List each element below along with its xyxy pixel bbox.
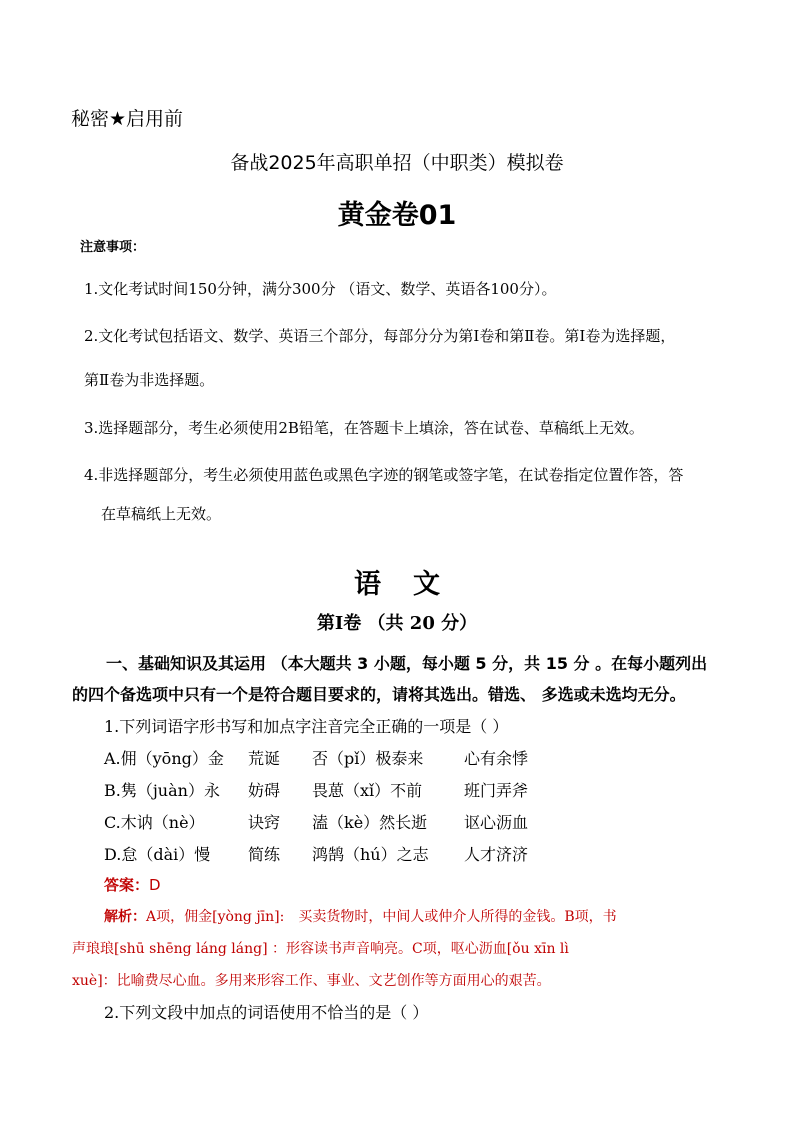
notice-item-4: 4.非选择题部分，考生必须使用蓝色或黑色字迹的钢笔或签字笔，在试卷指定位置作答，答 (84, 466, 684, 484)
option-a-1: A.佣（yōng）金 (104, 749, 224, 768)
option-b-2: 妨碍 (248, 781, 281, 800)
option-a-3: 否（pǐ）极泰来 (312, 749, 424, 768)
explanation-line-2: 声琅琅[shū shēng láng láng] ：形容读书声音响亮。C项，呕心沥血[ǒu xīn lì (72, 941, 569, 957)
option-b-4: 班门弄斧 (464, 781, 529, 800)
option-c-3: 溘（kè）然长逝 (312, 813, 428, 832)
option-d-3: 鸿鹄（hú）之志 (312, 845, 429, 864)
explanation-line-3: xuè]：比喻费尽心血。多用来形容工作、事业、文艺创作等方面用心的艰苦。 (72, 973, 551, 989)
notice-item-1: 1.文化考试时间150分钟，满分300分 （语文、数学、英语各100分）。 (84, 280, 557, 298)
notice-heading: 注意事项： (80, 240, 146, 255)
notice-item-3: 3.选择题部分，考生必须使用2B铅笔，在答题卡上填涂，答在试卷、草稿纸上无效。 (84, 419, 644, 437)
option-b-1: B.隽（juàn）永 (104, 781, 220, 800)
option-d-1: D.怠（dài）慢 (104, 845, 211, 864)
explanation-label: 解析： (104, 909, 146, 925)
volume-title: 第Ⅰ卷 （共 20 分） (316, 613, 478, 634)
option-a-2: 荒诞 (248, 749, 281, 768)
question-2-stem: 2.下列文段中加点的词语使用不恰当的是（ ） (104, 1003, 429, 1022)
series-title: 备战2025年高职单招（中职类）模拟卷 (230, 152, 564, 174)
answer-value: D (149, 876, 161, 894)
option-c-4: 讴心沥血 (464, 813, 529, 832)
answer-label: 答案： (104, 876, 150, 894)
option-a-4: 心有余悸 (464, 749, 529, 768)
option-d-2: 简练 (248, 845, 281, 864)
explanation-line-1 (104, 906, 617, 926)
option-c-1: C.木讷（nè） (104, 813, 205, 832)
notice-item-2-cont: 第Ⅱ卷为非选择题。 (84, 371, 215, 389)
paper-title: 黄金卷01 (337, 200, 457, 231)
option-b-3: 畏葸（xǐ）不前 (312, 781, 423, 800)
section-heading: 一、基础知识及其运用 （本大题共 3 小题，每小题 5 分，共 15 分 。在每小题列出 (106, 654, 708, 673)
explanation-text-1: A项，佣金[yòng jīn]: 买卖货物时，中间人或仲介人所得的金钱。B项，书 (146, 909, 617, 925)
notice-item-2: 2.文化考试包括语文、数学、英语三个部分，每部分分为第Ⅰ卷和第Ⅱ卷。第Ⅰ卷为选择题， (84, 327, 676, 345)
secret-label: 秘密★启用前 (71, 108, 184, 130)
question-1-stem: 1.下列词语字形书写和加点字注音完全正确的一项是（ ） (104, 717, 509, 736)
option-d-4: 人才济济 (464, 845, 529, 864)
subject-title: 语文 (354, 569, 472, 600)
answer-line (104, 874, 161, 895)
section-heading-cont: 的四个备选项中只有一个是符合题目要求的，请将其选出。错选、 多选或未选均无分。 (72, 685, 686, 704)
option-c-2: 诀窍 (248, 813, 281, 832)
notice-item-4-cont: 在草稿纸上无效。 (101, 505, 222, 523)
